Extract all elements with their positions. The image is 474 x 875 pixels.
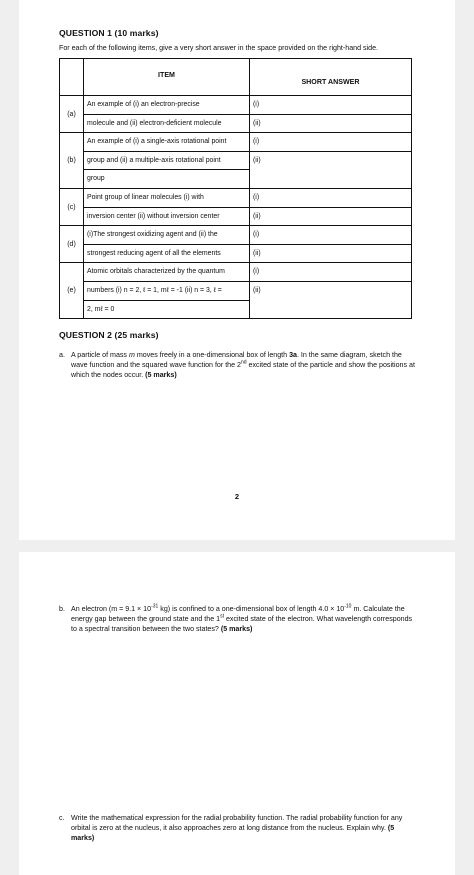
question-1-instructions: For each of the following items, give a very short answer in the space provided on the right-hand side. (59, 44, 378, 52)
table-body (60, 96, 412, 319)
item-line: Atomic orbitals characterized by the quantum (84, 263, 249, 282)
question-2c-tag: c. (59, 814, 65, 822)
question-2a-text: A particle of mass m moves freely in a one-dimensional box of length 3a. In the same diagram, sketch the wave function and the squared wave function for the 2nd excited state of the particle and show the positions at which the nodes occur. (5 marks) (71, 351, 415, 379)
row-label: (d) (60, 226, 84, 263)
row-answer[interactable] (250, 96, 412, 133)
answer-line[interactable]: (ii) (253, 212, 261, 220)
question-2b-tag: b. (59, 605, 65, 613)
answer-line[interactable]: (i) (250, 133, 411, 152)
table-row (60, 96, 412, 133)
header-label-cell (60, 59, 84, 96)
header-short-answer: SHORT ANSWER (250, 59, 412, 96)
answer-line[interactable]: (ii) (253, 286, 261, 294)
table-row (60, 133, 412, 189)
item-line: An example of (i) a single-axis rotational point (84, 133, 249, 152)
row-answer[interactable] (250, 226, 412, 263)
item-line: numbers (i) n = 2, ℓ = 1, mℓ = -1 (ii) n = 3, ℓ = (84, 282, 249, 301)
question-2c (59, 813, 419, 843)
question-2c-text: Write the mathematical expression for the radial probability function. The radial probability function for any orbital is zero at the nucleus, it also approaches zero at long distance from the nucleus. Explain why. (5 marks) (71, 814, 403, 842)
item-line: 2, mℓ = 0 (87, 305, 115, 313)
question-2a-tag: a. (59, 351, 65, 359)
item-line: Point group of linear molecules (i) with (84, 189, 249, 208)
header-item: ITEM (84, 59, 250, 96)
answer-line[interactable]: (i) (250, 96, 411, 115)
row-item (84, 133, 250, 189)
item-line: group (87, 175, 105, 183)
row-label: (c) (60, 188, 84, 225)
table-header-row (60, 59, 412, 96)
item-line: strongest reducing agent of all the elements (87, 249, 221, 257)
answer-line[interactable]: (ii) (253, 119, 261, 127)
answer-line[interactable]: (i) (250, 226, 411, 245)
question-2-heading: QUESTION 2 (25 marks) (59, 330, 159, 340)
answer-line[interactable]: (ii) (253, 249, 261, 257)
row-label: (e) (60, 263, 84, 319)
item-line: inversion center (ii) without inversion center (87, 212, 220, 220)
row-answer[interactable] (250, 133, 412, 189)
row-item (84, 263, 250, 319)
row-item (84, 96, 250, 133)
row-item (84, 188, 250, 225)
answer-line[interactable]: (i) (250, 263, 411, 282)
row-answer[interactable] (250, 263, 412, 319)
question-2a (59, 350, 419, 380)
row-label: (b) (60, 133, 84, 189)
row-item (84, 226, 250, 263)
table-row (60, 188, 412, 225)
row-label: (a) (60, 96, 84, 133)
table-row (60, 226, 412, 263)
answer-line[interactable]: (ii) (253, 156, 261, 164)
page-2 (19, 552, 455, 875)
item-line: (i)The strongest oxidizing agent and (ii) the (84, 226, 249, 245)
question-1-heading: QUESTION 1 (10 marks) (59, 28, 159, 38)
row-answer[interactable] (250, 188, 412, 225)
answer-line[interactable]: (i) (250, 189, 411, 208)
table-row (60, 263, 412, 319)
page-1 (19, 0, 455, 540)
question-2b (59, 604, 419, 634)
page-number: 2 (234, 492, 240, 501)
question-1-table (59, 58, 412, 319)
question-2b-text: An electron ($m = 9.1 \times 10^{-31}$ kg) is confined to a one-dimensional box of length $4.0 \times 10^{-10}$ m. Calculate the energy gap between the ground state and the 1st excited state of the electron. What wavelength corresponds to a spectral transition between the two states? (5 marks) (71, 603, 413, 633)
item-line: molecule and (ii) electron-deficient molecule (87, 119, 222, 127)
item-line: group and (ii) a multiple-axis rotational point (84, 152, 249, 171)
item-line: An example of (i) an electron-precise (84, 96, 249, 115)
